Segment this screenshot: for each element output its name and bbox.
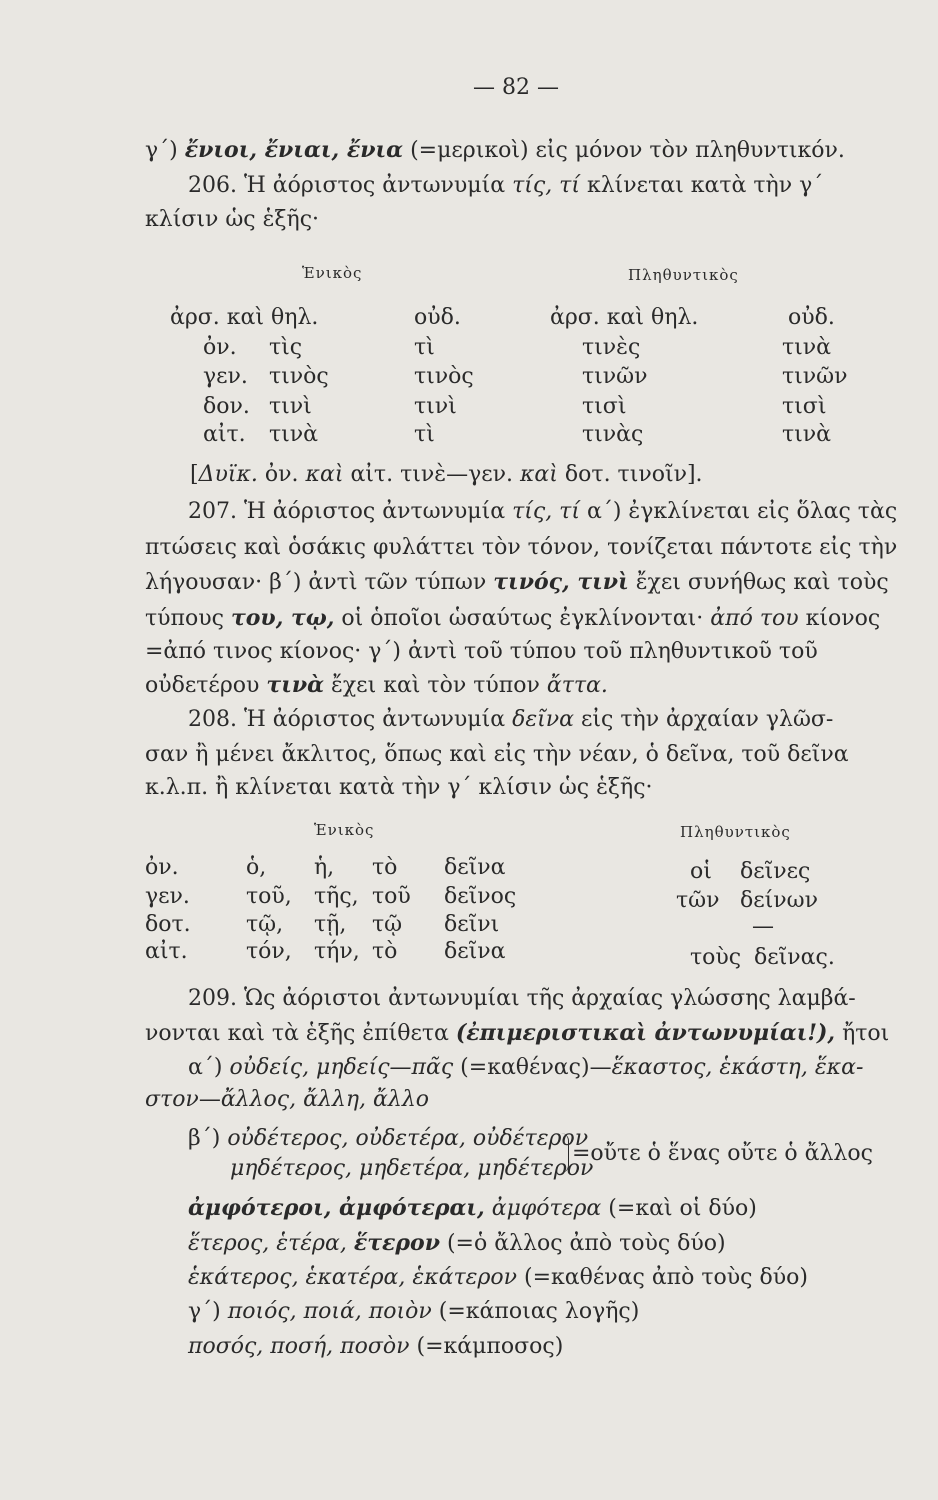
text-run: στον [145,1087,199,1112]
text-run: νονται καὶ τὰ ἑξῆς ἐπίθετα [145,1021,449,1046]
plural-header: Πληθυντικὸς [680,823,791,841]
table-cell: τήν, [314,939,360,964]
text-run: (ἐπιμεριστικαὶ ἀντωνυμίαι!), [455,1020,836,1046]
text-run: οἱ ὁποῖοι ὡσαύτως ἐγκλίνονται· [341,606,704,631]
table-cell: οἱ [690,859,712,884]
table-cell: ἡ, [314,855,335,880]
p208-line: σαν ἢ μένει ἄκλιτος, ὅπως καὶ εἰς τὴν νέαν, ὁ δεῖνα, τοῦ δεῖνα [145,742,849,767]
text-run: ἔνιοι, ἔνιαι, ἔνια [184,137,404,163]
line-2 [188,172,823,200]
table-cell: τοῦ, [246,884,292,909]
text-run: β΄) [188,1126,221,1151]
text-run: γ΄) [188,1299,221,1324]
text-run: ἔχει καὶ τὸν τύπον [331,673,540,698]
col-header: οὐδ. [414,305,461,330]
text-run: τινὰ [266,672,325,698]
table-cell: τῇ, [314,912,347,937]
singular-header: Ἑνικὸς [302,264,363,282]
text-run: (=καθένας)— [460,1055,612,1080]
page-number: — 82 — [473,75,559,100]
text-run: — [198,1087,221,1112]
case-label: αἰτ. [145,939,188,964]
p209-line [188,1054,863,1082]
case-label: ὀν. [203,335,237,360]
p207-line [188,498,897,526]
text-run: τίς, τί [512,173,580,198]
text-run: ἕτερος, ἑτέρα, [188,1231,347,1256]
text-run: καὶ [519,462,558,487]
text-run: ἀπό του [710,606,799,631]
text-run: τίς, τί [512,499,580,524]
text-run: 207. Ἡ ἀόριστος ἀντωνυμία [188,499,506,524]
p207-line [145,604,880,633]
text-run: [ [190,462,199,487]
table-cell: δεῖνα [444,939,506,964]
text-run: ποσός, ποσή, ποσὸν [188,1334,410,1359]
case-label: γεν. [203,364,248,389]
p209-line: μηδέτερος, μηδετέρα, μηδέτερον [230,1156,594,1181]
table-cell: τῶν [676,888,720,913]
table-cell: τισὶ [782,394,827,419]
text-run: τινός, τινὶ [493,569,629,595]
table-cell: τινὰ [269,422,319,447]
text-run: κλίνεται κατὰ τὴν γ΄ [586,173,824,198]
table-cell: τινὰ [782,422,832,447]
text-run: εἰς τὴν ἀρχαίαν γλῶσ- [581,707,834,732]
text-run: ἑκάτερος, ἑκατέρα, ἑκάτερον [188,1265,518,1290]
brace-gloss: =οὔτε ὁ ἕνας οὔτε ὁ ἄλλος [572,1141,873,1166]
dual-note [190,461,703,489]
p208-line [188,706,833,734]
text-run: (=καὶ οἱ δύο) [608,1196,757,1221]
text-run: οὐδέτερος, οὐδετέρα, οὐδέτερον [227,1126,589,1151]
text-run: δοτ. τινοῖν]. [564,462,703,487]
p209-line [188,1229,726,1258]
text-run: τύπους [145,606,224,631]
col-header: ἀρσ. καὶ θηλ. [170,305,319,330]
table-cell: τῷ [372,912,403,937]
text-run: Δυϊκ. [198,462,258,487]
col-header: οὐδ. [788,305,835,330]
table-cell: τινῶν [582,364,648,389]
text-run: ἤτοι [842,1021,890,1046]
table-cell: δεῖνα [444,855,506,880]
singular-header: Ἑνικὸς [314,821,375,839]
text-run: ἀμφότερα [491,1196,602,1221]
table-cell: τισὶ [582,394,627,419]
p209-line: 209. Ὡς ἀόριστοι ἀντωνυμίαι τῆς ἀρχαίας γλώσσης λαμβά- [188,986,856,1011]
p209-line [188,1333,563,1361]
table-cell: τὶ [414,422,435,447]
table-cell: δείνων [740,888,818,913]
table-cell: τῷ, [246,912,284,937]
p207-line: πτώσεις καὶ ὁσάκις φυλάττει τὸν τόνον, τονίζεται πάντοτε εἰς τὴν [145,535,898,560]
text-run: ἄλλος, ἄλλη, ἄλλο [220,1087,430,1112]
text-run: ἕκαστος, ἑκάστη, ἕκα- [611,1055,864,1080]
case-label: ὀν. [145,855,179,880]
col-header: ἀρσ. καὶ θηλ. [550,305,699,330]
text-run: α΄) [188,1055,223,1080]
text-run: ποιός, ποιά, ποιὸν [227,1299,432,1324]
text-run: αἰτ. τινὲ—γεν. [350,462,513,487]
table-cell: τινὰς [582,422,644,447]
table-cell: τὸ [372,939,398,964]
p207-line [145,568,889,597]
table-cell: τοῦ [372,884,411,909]
text-run: ἀμφότεροι, ἀμφότεραι, [188,1195,485,1221]
table-cell: δεῖνι [444,912,500,937]
text-run: οὐδετέρου [145,673,260,698]
table-cell: τὸ [372,855,398,880]
table-cell: — [752,914,774,939]
table-cell: τινὲς [582,335,641,360]
text-run: κίονος [805,606,881,631]
text-run: λήγουσαν· β΄) ἀντὶ τῶν τύπων [145,570,487,595]
text-run: (=καθένας ἀπὸ τοὺς δύο) [524,1265,808,1290]
table-cell: τὶ [414,335,435,360]
p208-line: κ.λ.π. ἢ κλίνεται κατὰ τὴν γ΄ κλίσιν ὡς ἑξῆς· [145,775,653,800]
text-run: ὀν. [264,462,299,487]
case-label: αἰτ. [203,422,246,447]
text-run: α΄) ἐγκλίνεται εἰς ὅλας τὰς [586,499,898,524]
text-run: ἕτερον [353,1230,440,1256]
table-cell: τοὺς [690,945,742,970]
case-label: δον. [203,394,250,419]
table-cell: τινὰ [782,335,832,360]
text-run: (=ὁ ἄλλος ἀπὸ τοὺς δύο) [446,1231,726,1256]
table-cell: δεῖνος [444,884,517,909]
p209-line [188,1194,757,1223]
table-cell: τινὸς [414,364,474,389]
table-cell: τόν, [246,939,292,964]
curly-brace [560,1133,569,1173]
text-run: γ΄) [145,138,178,163]
case-label: δοτ. [145,912,191,937]
p209-line [145,1019,889,1048]
plural-header: Πληθυντικὸς [628,266,739,284]
table-cell: δεῖνας. [754,945,835,970]
p209-line [188,1264,808,1292]
text-run: δεῖνα [512,707,574,732]
table-cell: τινὸς [269,364,329,389]
line-1 [145,136,845,165]
p209-line [188,1298,639,1326]
text-run: ἄττα. [546,673,608,698]
p207-line [145,671,608,700]
table-cell: δεῖνες [740,859,811,884]
text-run: ἔχει συνήθως καὶ τοὺς [635,570,889,595]
table-cell: ὁ, [246,855,267,880]
p209-line [145,1086,429,1114]
table-cell: τινὶ [414,394,457,419]
line-3: κλίσιν ὡς ἑξῆς· [145,207,320,232]
text-run: 208. Ἡ ἀόριστος ἀντωνυμία [188,707,506,732]
table-cell: τινῶν [782,364,848,389]
table-cell: τὶς [269,335,303,360]
text-run: καὶ [305,462,344,487]
text-run: του, τῳ, [230,605,335,631]
p209-line [188,1125,588,1153]
text-run: (=κάμποσος) [416,1334,564,1359]
text-run: οὐδείς, μηδείς—πᾶς [229,1055,454,1080]
table-cell: τινὶ [269,394,312,419]
table-cell: τῆς, [314,884,359,909]
text-run: (=μερικοὶ) εἰς μόνον τὸν πληθυντικόν. [410,138,845,163]
p207-line: =ἀπό τινος κίονος· γ΄) ἀντὶ τοῦ τύπου τοῦ πληθυντικοῦ τοῦ [145,639,818,664]
case-label: γεν. [145,884,190,909]
text-run: 206. Ἡ ἀόριστος ἀντωνυμία [188,173,506,198]
text-run: (=κάποιας λογῆς) [438,1299,640,1324]
